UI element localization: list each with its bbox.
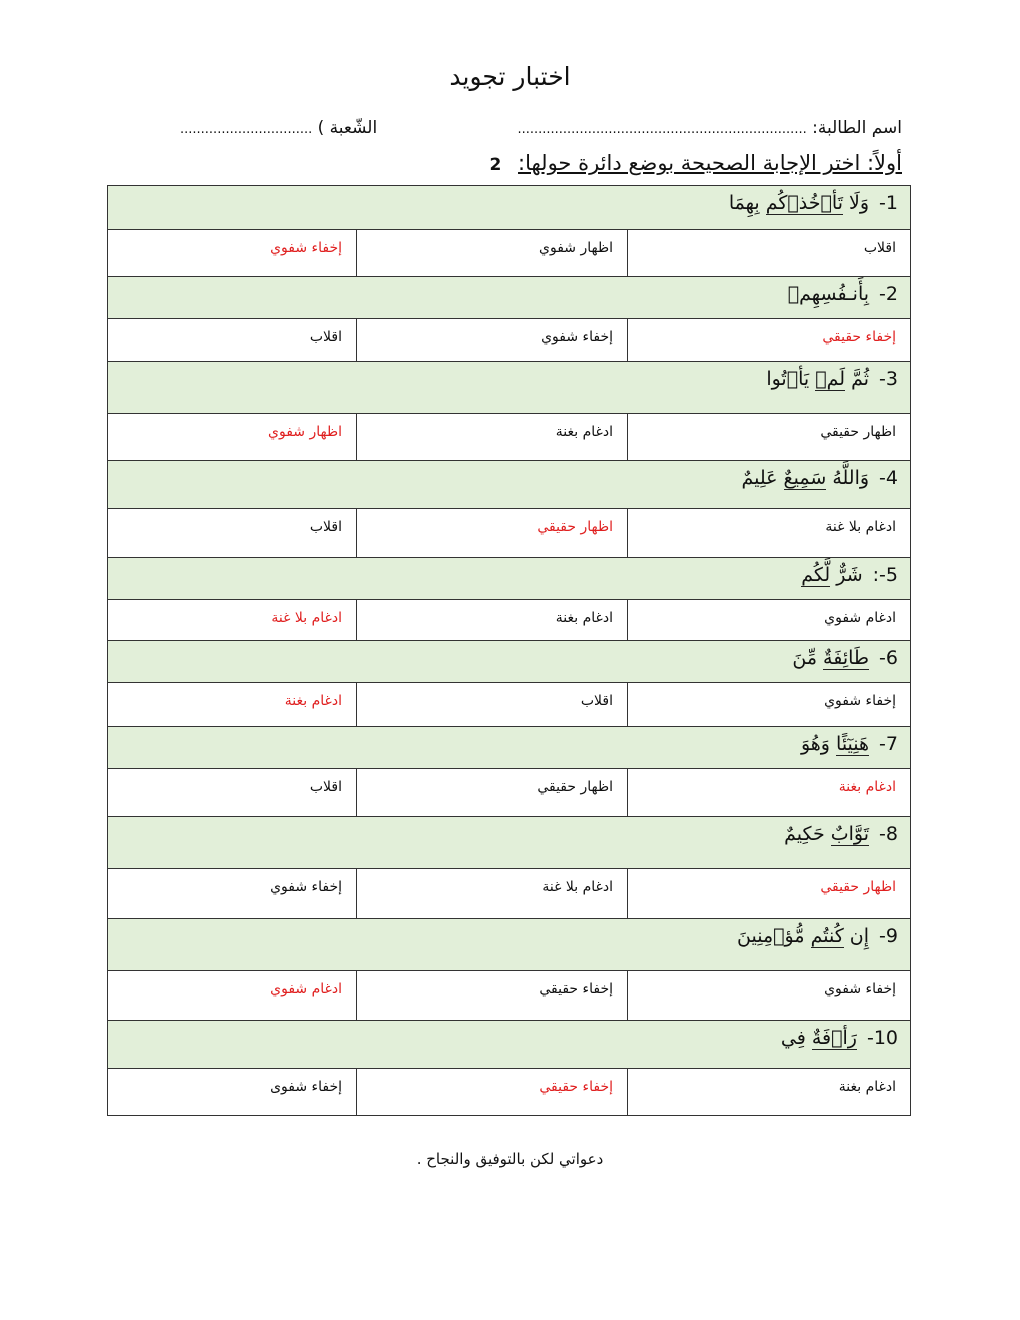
answer-option[interactable]: ادغام بلا غنة xyxy=(356,869,628,918)
student-name-label: اسم الطالبة: xyxy=(812,118,902,138)
question-row xyxy=(107,185,911,229)
answer-row xyxy=(107,1068,911,1116)
question-number: 10- xyxy=(866,1027,898,1049)
answer-option[interactable]: إخفاء شفوي xyxy=(270,240,342,256)
instruction-line xyxy=(300,151,902,175)
section-field[interactable] xyxy=(180,118,377,138)
answer-row xyxy=(107,868,911,918)
answer-option[interactable]: اقلاب xyxy=(309,779,342,795)
question-row xyxy=(107,640,911,682)
phrase-part: ثُمَّ xyxy=(845,368,870,390)
answer-option[interactable]: اظهار حقيقي xyxy=(820,879,896,895)
answer-row xyxy=(107,229,911,276)
answer-option[interactable]: اقلاب xyxy=(356,683,628,726)
answer-option[interactable]: ادغام بلا غنة xyxy=(271,610,342,626)
answer-row xyxy=(107,413,911,460)
phrase-part: مِّنَ xyxy=(792,647,824,669)
answer-row xyxy=(107,768,911,816)
underlined-word: تَأۡخُذۡكُم xyxy=(765,192,843,214)
question-phrase xyxy=(766,368,869,391)
answer-row xyxy=(107,318,911,361)
section-blank: ................................ xyxy=(180,122,313,137)
phrase-part: وَلَا xyxy=(842,192,870,214)
answer-option[interactable]: اظهار شفوي xyxy=(268,424,342,440)
answer-row xyxy=(107,970,911,1020)
answer-option[interactable]: إخفاء حقيقي xyxy=(356,1069,628,1115)
phrase-part: بِأَنـفُسِهِمۡ xyxy=(787,283,870,305)
question-row xyxy=(107,816,911,868)
question-number: 3- xyxy=(879,368,898,390)
question-row xyxy=(107,1020,911,1068)
phrase-part: بِهِمَا xyxy=(728,192,766,214)
question-phrase xyxy=(781,1027,857,1050)
underlined-word: طَائِفَةٌ xyxy=(823,647,870,669)
question-row xyxy=(107,361,911,413)
instruction-text: أولاً: اختر الإجابة الصحيحة بوضع دائرة حولها: xyxy=(518,151,902,175)
underlined-word: سَمِيعٌ xyxy=(783,467,827,489)
question-number: 2- xyxy=(879,283,898,305)
question-phrase xyxy=(741,467,869,490)
phrase-part: إِن xyxy=(843,925,870,947)
student-name-field[interactable] xyxy=(517,118,902,138)
answer-option[interactable]: ادغام بغنة xyxy=(284,693,342,709)
answer-option[interactable]: إخفاء شفوى xyxy=(270,1079,342,1095)
question-phrase xyxy=(801,733,869,756)
section-label: الشّعبة ) xyxy=(317,118,378,138)
underlined-word: رَأۡفَةٌ xyxy=(811,1027,857,1049)
phrase-part: فِي xyxy=(780,1027,812,1049)
phrase-part: مُّؤۡمِنِينَ xyxy=(737,925,811,947)
answer-row xyxy=(107,508,911,557)
answer-option[interactable]: إخفاء حقيقي xyxy=(822,329,896,345)
answer-option[interactable]: ادغام شفوي xyxy=(270,981,342,997)
questions-table xyxy=(107,185,911,1116)
answer-option[interactable]: إخفاء شفوي xyxy=(824,981,896,997)
underlined-word: هَنِيٓئًا xyxy=(836,733,870,755)
question-row xyxy=(107,460,911,508)
answer-option[interactable]: إخفاء شفوي xyxy=(356,319,628,361)
question-number: 1- xyxy=(879,192,898,214)
phrase-part: وَاللَّهُ xyxy=(826,467,870,489)
answer-option[interactable]: ادغام بغنة xyxy=(838,1079,896,1095)
page-title: اختبار تجويد xyxy=(449,62,571,91)
answer-option[interactable]: إخفاء شفوي xyxy=(270,879,342,895)
underlined-word: تَوَّابٌ xyxy=(830,823,870,845)
question-phrase xyxy=(729,192,869,215)
phrase-part: حَكِيمٌ xyxy=(784,823,831,845)
question-phrase xyxy=(801,564,862,587)
question-phrase xyxy=(792,647,869,670)
question-number: 8- xyxy=(879,823,898,845)
underlined-word: لَّكُم xyxy=(801,564,831,586)
answer-option[interactable]: اظهار شفوي xyxy=(356,230,628,276)
answer-option[interactable]: ادغام بغنة xyxy=(356,600,628,640)
phrase-part: عَلِيمٌ xyxy=(741,467,784,489)
question-number: 6- xyxy=(879,647,898,669)
student-name-blank: ...................................................................... xyxy=(517,122,807,137)
question-row xyxy=(107,726,911,768)
answer-option[interactable]: اظهار حقيقي xyxy=(356,509,628,557)
question-number: 9- xyxy=(879,925,898,947)
answer-option[interactable]: إخفاء شفوي xyxy=(824,693,896,709)
underlined-word: لَمۡ xyxy=(815,368,846,390)
answer-option[interactable]: ادغام بغنة xyxy=(838,779,896,795)
footer-note: دعواتي لكن بالتوفيق والنجاح . xyxy=(416,1150,604,1168)
question-number: 7- xyxy=(879,733,898,755)
question-phrase xyxy=(737,925,869,948)
question-row xyxy=(107,557,911,599)
underlined-word: كُنتُم xyxy=(810,925,844,947)
answer-option[interactable]: اقلاب xyxy=(863,240,896,256)
phrase-part: شَرٌّ xyxy=(830,564,863,586)
question-number: 4- xyxy=(879,467,898,489)
phrase-part: يَأۡتُوا xyxy=(766,368,816,390)
answer-row xyxy=(107,682,911,726)
answer-option[interactable]: اقلاب xyxy=(309,519,342,535)
answer-option[interactable]: ادغام بلا غنة xyxy=(825,519,896,535)
phrase-part: وَهُوَ xyxy=(800,733,837,755)
question-phrase xyxy=(784,823,869,846)
answer-row xyxy=(107,599,911,640)
answer-option[interactable]: اظهار حقيقي xyxy=(356,769,628,816)
student-info-line xyxy=(180,118,902,138)
instruction-number: 2 xyxy=(489,155,502,175)
question-phrase xyxy=(788,283,869,305)
answer-option[interactable]: ادغام شفوي xyxy=(824,610,896,626)
answer-option[interactable]: ادغام بغنة xyxy=(356,414,628,460)
question-row xyxy=(107,918,911,970)
question-row xyxy=(107,276,911,318)
answer-option[interactable]: اظهار حقيقي xyxy=(820,424,896,440)
answer-option[interactable]: إخفاء حقيقي xyxy=(356,971,628,1020)
answer-option[interactable]: اقلاب xyxy=(309,329,342,345)
question-number: 5-: xyxy=(872,564,898,586)
